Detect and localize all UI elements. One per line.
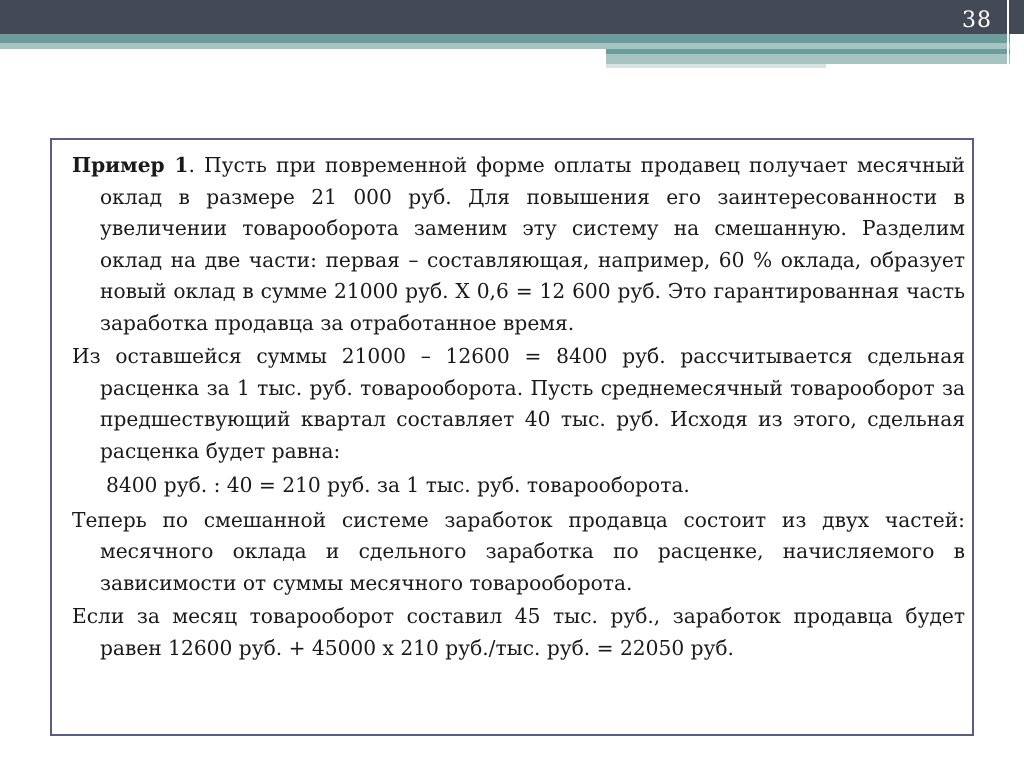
header-dark-band [0, 0, 1024, 34]
example-label: Пример 1 [72, 153, 189, 177]
paragraph-result: Если за месяц товарооборот составил 45 тыс. руб., заработок продавца будет равен 12600 руб. + 45000 х 210 руб./тыс. руб. = 22050 руб. [72, 604, 965, 660]
paragraph-remaining-sum: Из оставшейся суммы 21000 – 12600 = 8400 руб. рассчитывается сдельная расценка за 1 тыс. руб. товарооборота. Пусть среднемесячный товарооборот за предшествующий квартал составляет 40 тыс. руб. Исходя из этого, сдельная расценка будет равна: [72, 344, 965, 463]
header-stripe-right-3 [606, 64, 826, 68]
page-number: 38 [962, 8, 992, 33]
paragraph-example-intro [72, 150, 965, 339]
header-teal-band [0, 34, 1010, 43]
header-stripe-right-2 [606, 54, 1010, 64]
paragraph-mixed-system: Теперь по смешанной системе заработок продавца состоит из двух частей: месячного оклада и сдельного заработка по расценке, начисляемого в зависимости от суммы месячного товарооборота. [72, 507, 965, 595]
paragraph-1-text: . Пусть при повременной форме оплаты продавец получает месячный оклад в размере 21 000 руб. Для повышения его заинтересованности в увеличении товарооборота заменим эту систему на смешанную. Разделим оклад на две части: первая – составляющая, например, 60 % оклада, образует новый оклад в сумме 21000 руб. Х 0,6 = 12 600 руб. Это гарантированная часть заработка продавца за отработанное время. [100, 153, 965, 335]
header-vertical-line-tick [998, 66, 1018, 68]
formula-line: 8400 руб. : 40 = 210 руб. за 1 тыс. руб. товарооборота. [106, 473, 690, 497]
header-vertical-line [1007, 0, 1009, 66]
slide-text [72, 150, 965, 664]
